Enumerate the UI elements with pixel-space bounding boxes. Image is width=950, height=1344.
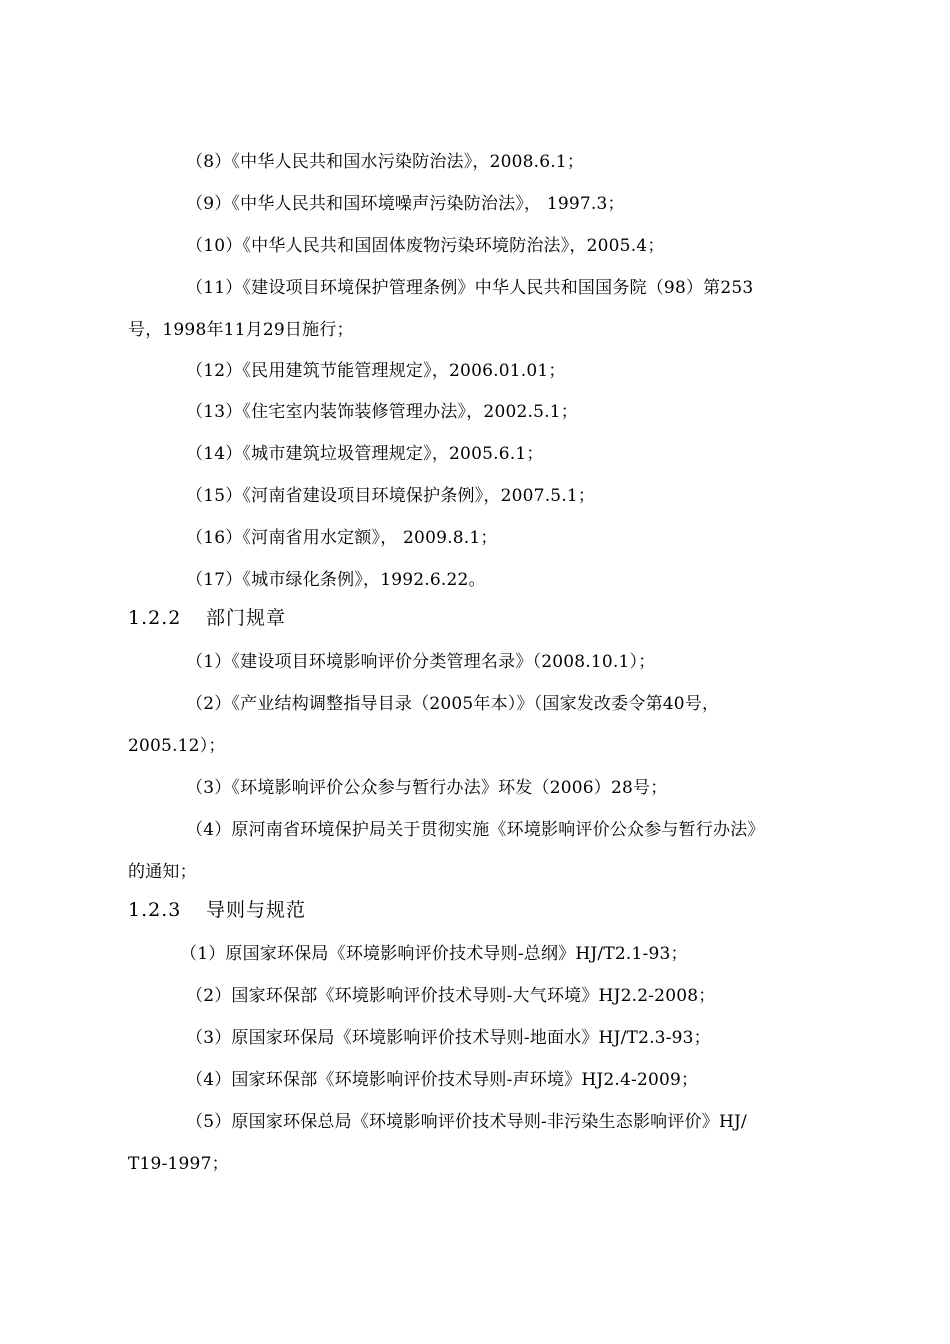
section-title: 部门规章: [206, 607, 287, 629]
regulation-item-4-continued: 的通知；: [128, 862, 197, 882]
standard-item-5-continued: T19-1997；: [128, 1154, 229, 1174]
law-item-8: （8）《中华人民共和国水污染防治法》，2008.6.1；: [186, 152, 585, 172]
standard-item-4: （4）国家环保部《环境影响评价技术导则-声环境》HJ2.4-2009；: [186, 1070, 699, 1090]
law-item-16: （16）《河南省用水定额》， 2009.8.1；: [186, 528, 498, 548]
regulation-item-3: （3）《环境影响评价公众参与暂行办法》环发（2006）28号；: [186, 778, 668, 798]
law-item-11-continued: 号，1998年11月29日施行；: [128, 320, 354, 340]
section-heading-123: [128, 898, 306, 922]
law-item-9: （9）《中华人民共和国环境噪声污染防治法》， 1997.3；: [186, 194, 625, 214]
regulation-item-2: （2）《产业结构调整指导目录（2005年本）》（国家发改委令第40号，: [186, 694, 720, 714]
regulation-item-2-continued: 2005.12）；: [128, 736, 226, 756]
law-item-13: （13）《住宅室内装饰装修管理办法》，2002.5.1；: [186, 402, 578, 422]
law-item-11: （11）《建设项目环境保护管理条例》中华人民共和国国务院（98）第253: [186, 278, 754, 298]
section-number: 1.2.3: [128, 899, 182, 921]
standard-item-5: （5）原国家环保总局《环境影响评价技术导则-非污染生态影响评价》HJ/: [186, 1112, 747, 1132]
section-number: 1.2.2: [128, 607, 182, 629]
law-item-14: （14）《城市建筑垃圾管理规定》，2005.6.1；: [186, 444, 544, 464]
law-item-12: （12）《民用建筑节能管理规定》，2006.01.01；: [186, 361, 566, 381]
standard-item-3: （3）原国家环保局《环境影响评价技术导则-地面水》HJ/T2.3-93；: [186, 1028, 711, 1048]
law-item-10: （10）《中华人民共和国固体废物污染环境防治法》，2005.4；: [186, 236, 665, 256]
regulation-item-4: （4）原河南省环境保护局关于贯彻实施《环境影响评价公众参与暂行办法》: [186, 820, 765, 840]
law-item-17: （17）《城市绿化条例》，1992.6.22。: [186, 570, 486, 590]
section-heading-122: [128, 606, 286, 630]
standard-item-1: （1）原国家环保局《环境影响评价技术导则-总纲》HJ/T2.1-93；: [180, 944, 688, 964]
standard-item-2: （2）国家环保部《环境影响评价技术导则-大气环境》HJ2.2-2008；: [186, 986, 716, 1006]
section-title: 导则与规范: [206, 899, 307, 921]
regulation-item-1: （1）《建设项目环境影响评价分类管理名录》（2008.10.1）；: [186, 652, 656, 672]
law-item-15: （15）《河南省建设项目环境保护条例》，2007.5.1；: [186, 486, 596, 506]
